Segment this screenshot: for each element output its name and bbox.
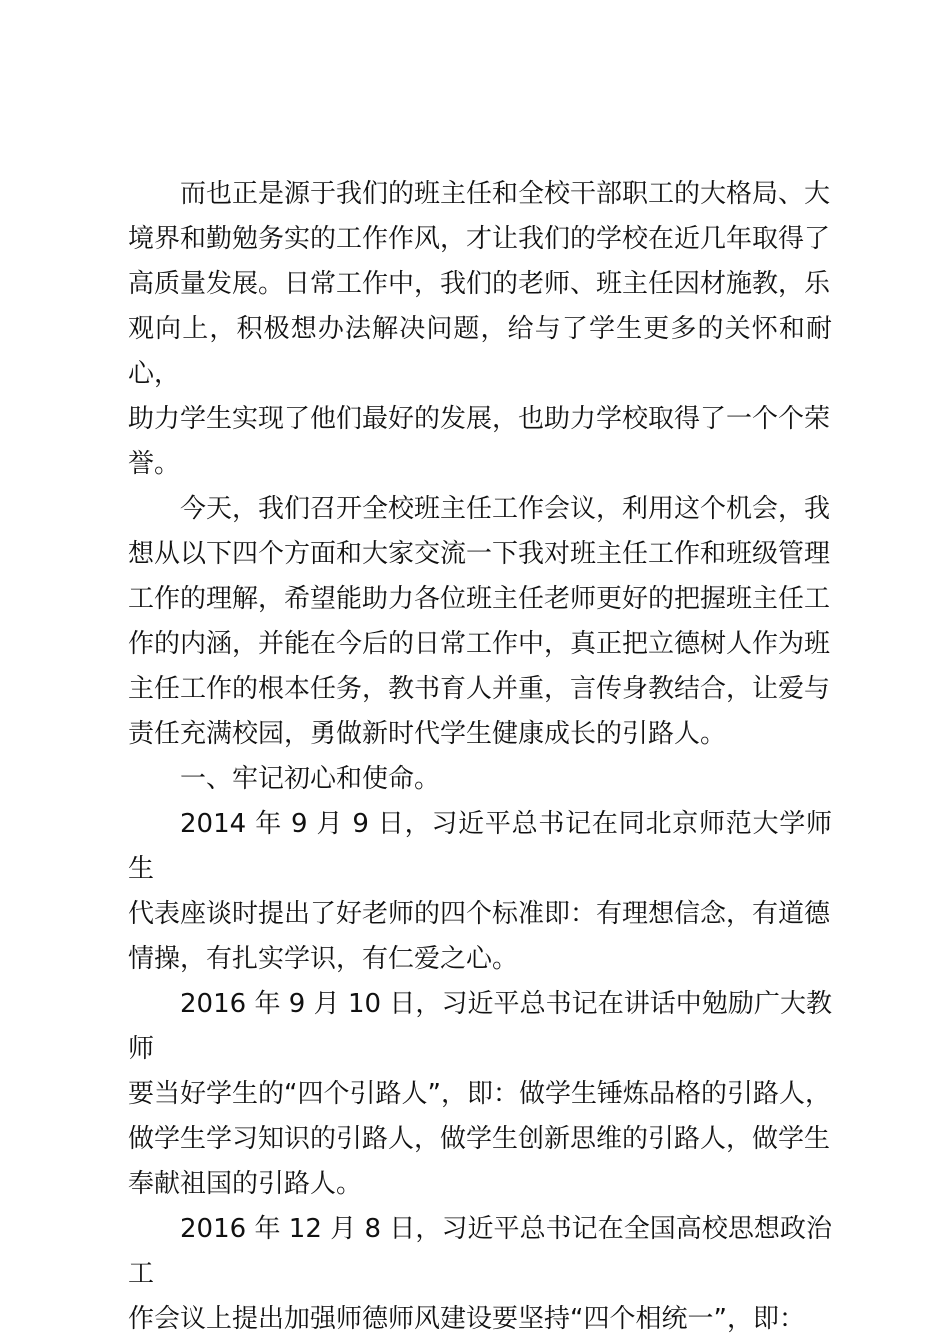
paragraph-meeting-purpose: 今天，我们召开全校班主任工作会议，利用这个机会，我 想从以下四个方面和大家交流一下我对班主任工作和班级管理 工作的理解，希望能助力各位班主任老师更好的把握班主任工 作的内涵，并能在今后的日常工作中，真正把立德树人作为班 主任工作的根本任务，教书育人并重，言传身教结合，让爱与 责任充满校园，勇做新时代学生健康成长的引路人。 (128, 494, 831, 749)
paragraph-2014-four-standards: 2014 年 9 月 9 日，习近平总书记在同北京师范大学师生 代表座谈时提出了好老师的四个标准即：有理想信念，有道德 情操，有扎实学识，有仁爱之心。 (128, 809, 832, 974)
section-heading-mission: 一、牢记初心和使命。 (180, 764, 441, 794)
document-body (128, 172, 832, 1342)
paragraph-2016-four-unities: 2016 年 12 月 8 日，习近平总书记在全国高校思想政治工 作会议上提出加强师德师风建设要坚持“四个相统一”，即： (128, 1214, 832, 1334)
paragraph-teacher-achievements: 而也正是源于我们的班主任和全校干部职工的大格局、大 境界和勤勉务实的工作作风，才让我们的学校在近几年取得了 高质量发展。日常工作中，我们的老师、班主任因材施教，乐 观向上，积极想办法解决问题，给与了学生更多的关怀和耐心， 助力学生实现了他们最好的发展，也助力学校取得了一个个荣 誉。 (128, 179, 832, 479)
paragraph-2016-four-guides: 2016 年 9 月 10 日，习近平总书记在讲话中勉励广大教师 要当好学生的“四个引路人”，即：做学生锤炼品格的引路人， 做学生学习知识的引路人，做学生创新思维的引路人，做学生 奉献祖国的引路人。 (128, 989, 832, 1199)
